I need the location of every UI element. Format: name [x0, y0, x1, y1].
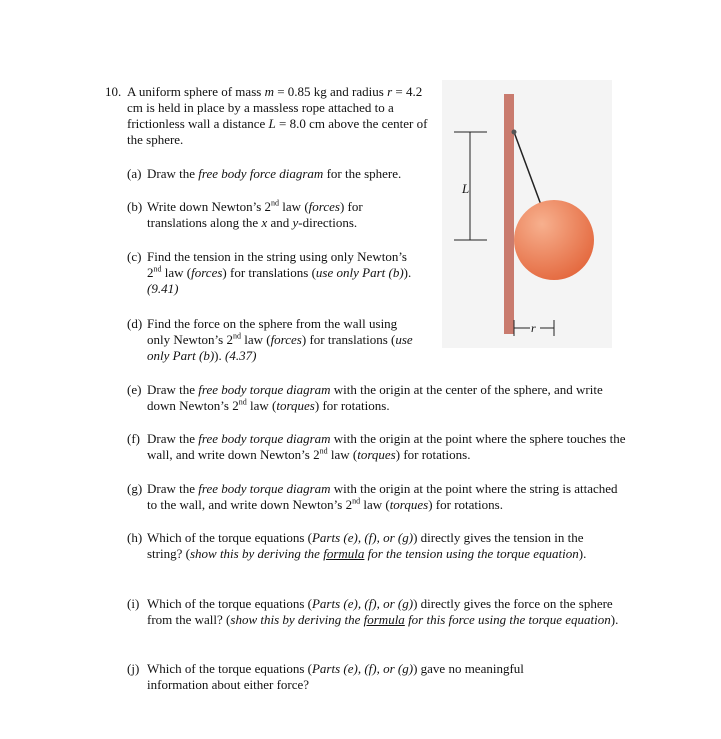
part-h — [127, 530, 617, 562]
part-i — [127, 596, 627, 628]
part-a — [127, 166, 437, 182]
label-r: r — [531, 321, 536, 335]
part-d-text: Find the force on the sphere from the wall using only Newton’s 2nd law (forces) for translations (use only Part (b)). (4.37) — [147, 316, 413, 363]
part-b — [127, 199, 402, 231]
sphere — [514, 200, 594, 280]
part-c-text: Find the tension in the string using only Newton’s 2nd law (forces) for translations (use only Part (b)). (9.41) — [147, 249, 412, 296]
part-c-label: (c) — [127, 249, 142, 264]
part-b-text: Write down Newton’s 2nd law (forces) for translations along the x and y-directions. — [147, 198, 363, 230]
part-e-label: (e) — [127, 382, 142, 397]
part-j-text: Which of the torque equations (Parts (e), (f), or (g)) gave no meaningful information about either force? — [147, 661, 524, 692]
part-g-label: (g) — [127, 481, 143, 496]
part-i-text: Which of the torque equations (Parts (e), (f), or (g)) directly gives the force on the sphere from the wall? (show this by deriving the formula for this force using the torque equation). — [147, 596, 619, 627]
sphere-wall-diagram — [442, 80, 612, 348]
part-i-label: (i) — [127, 596, 140, 611]
part-e-text: Draw the free body torque diagram with the origin at the center of the sphere, and write down Newton’s 2nd law (torques) for rotations. — [147, 382, 603, 413]
part-d — [127, 316, 422, 364]
part-h-text: Which of the torque equations (Parts (e), (f), or (g)) directly gives the tension in the string? (show this by deriving the formula for the tension using the torque equation). — [147, 530, 587, 561]
part-j — [127, 661, 587, 693]
label-L: L — [462, 181, 470, 196]
problem-intro: A uniform sphere of mass m = 0.85 kg and radius r = 4.2 cm is held in place by a massless rope attached to a frictionless wall a distance L = 8.0 cm above the center of the sphere. — [127, 84, 428, 147]
part-e — [127, 382, 627, 414]
part-h-label: (h) — [127, 530, 143, 545]
part-j-label: (j) — [127, 661, 140, 676]
part-d-label: (d) — [127, 316, 143, 331]
rope-attachment-point — [512, 130, 517, 135]
part-g — [127, 481, 627, 513]
part-g-text: Draw the free body torque diagram with the origin at the point where the string is attached to the wall, and write down Newton’s 2nd law (torques) for rotations. — [147, 481, 618, 512]
part-f-text: Draw the free body torque diagram with the origin at the point where the sphere touches the wall, and write down Newton’s 2nd law (torques) for rotations. — [147, 431, 626, 462]
part-f-label: (f) — [127, 431, 140, 446]
part-f — [127, 431, 627, 463]
part-a-text: Draw the free body force diagram for the sphere. — [147, 166, 402, 181]
part-b-label: (b) — [127, 199, 143, 214]
problem-number: 10. — [105, 84, 122, 99]
part-c — [127, 249, 419, 297]
part-a-label: (a) — [127, 166, 142, 181]
